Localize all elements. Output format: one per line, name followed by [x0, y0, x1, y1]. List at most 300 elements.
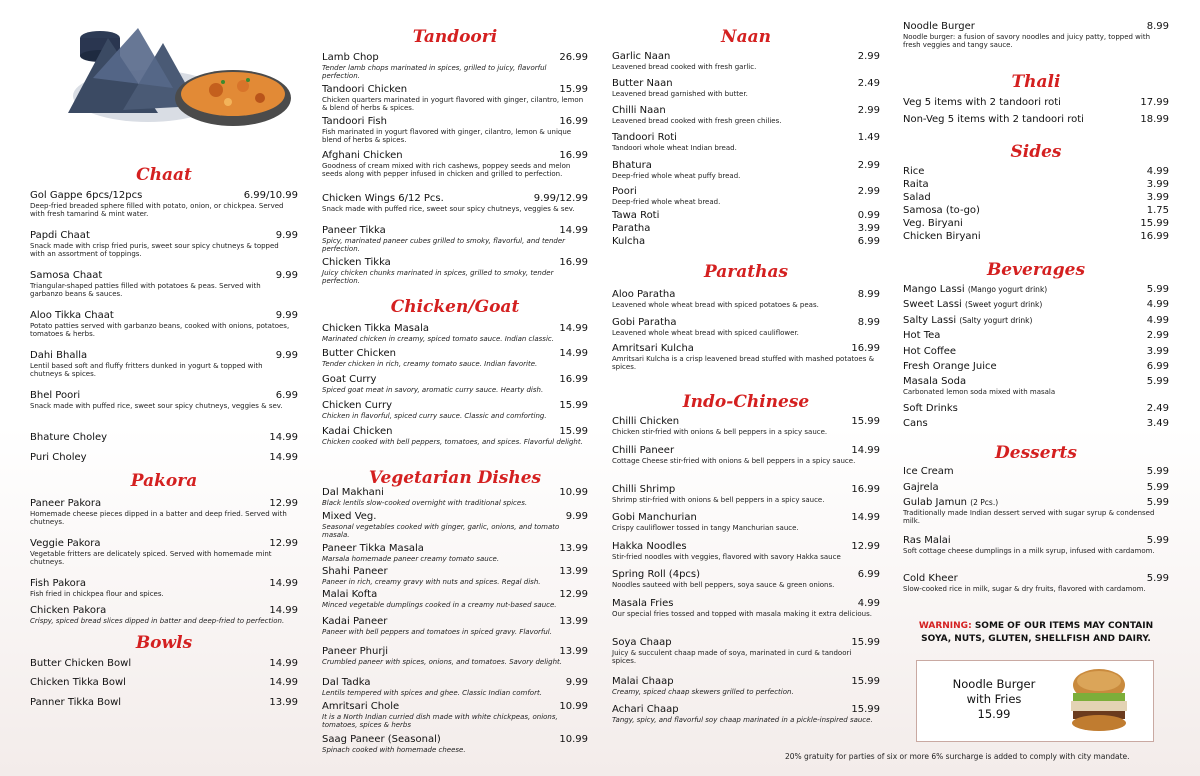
- menu-item-name-text: Aloo Paratha: [612, 289, 676, 300]
- menu-item-name: [322, 150, 403, 162]
- menu-item-name-text: Mango Lassi: [903, 284, 965, 295]
- menu-item-price: 15.99: [559, 400, 588, 411]
- menu-item-description: Shrimp stir-fried with onions & bell peppers in a spicy sauce.: [612, 496, 825, 504]
- menu-item-description: Seasonal vegetables cooked with ginger, garlic, onions, and tomato masala.: [322, 523, 560, 540]
- menu-item-row: [612, 512, 880, 524]
- menu-item: [322, 589, 588, 609]
- menu-item: [322, 487, 588, 507]
- menu-item-description: Tender chicken in rich, creamy tomato sauce. Indian favorite.: [322, 360, 538, 368]
- menu-item-description: Paneer with bell peppers and tomatoes in spiced gravy. Flavorful.: [322, 628, 552, 636]
- menu-item-name-text: Amritsari Chole: [322, 701, 400, 712]
- menu-item-name: [903, 284, 1047, 296]
- menu-item-name: [612, 223, 650, 235]
- menu-item-name-text: Fresh Orange Juice: [903, 361, 997, 372]
- menu-item-row: [322, 323, 588, 335]
- menu-item-description: Spinach cooked with homemade cheese.: [322, 746, 466, 754]
- menu-item-row: [322, 374, 588, 386]
- menu-item-name: [30, 578, 86, 590]
- menu-item-name: [322, 543, 424, 555]
- menu-item-name: [322, 646, 388, 658]
- menu-item-price: 5.99: [1146, 466, 1169, 477]
- menu-item: [612, 186, 880, 206]
- menu-item-description: Paneer in rich, creamy gravy with nuts and spices. Regal dish.: [322, 578, 541, 586]
- menu-item-name-text: Non-Veg 5 items with 2 tandoori roti: [903, 114, 1084, 125]
- menu-item-description: Traditionally made Indian dessert served with sugar syrup & condensed milk.: [903, 509, 1155, 526]
- menu-item-name-text: Dal Tadka: [322, 677, 371, 688]
- menu-item: [612, 512, 880, 532]
- menu-item: [903, 573, 1169, 593]
- menu-item-row: [30, 190, 298, 202]
- menu-item-price: 3.99: [1146, 192, 1169, 203]
- section-heading-vegetarian-dishes: Vegetarian Dishes: [368, 468, 542, 488]
- menu-item: [322, 323, 588, 343]
- menu-item-price: 16.99: [559, 150, 588, 161]
- menu-item-name-text: Aloo Tikka Chaat: [30, 310, 114, 321]
- menu-item: [322, 257, 588, 286]
- menu-item-row: [612, 210, 880, 222]
- menu-item-price: 12.99: [269, 538, 298, 549]
- menu-item-description: Chicken in flavorful, spiced curry sauce. Classic and comforting.: [322, 412, 547, 420]
- menu-item-price: 12.99: [559, 589, 588, 600]
- menu-item-price: 4.99: [1146, 166, 1169, 177]
- warning-line-2: SOYA, NUTS, GLUTEN, SHELLFISH AND DAIRY.: [921, 634, 1151, 644]
- section-heading-bowls: Bowls: [135, 633, 193, 653]
- menu-item-row: [30, 270, 298, 282]
- section-heading-pakora: Pakora: [130, 471, 198, 491]
- menu-item-name: [30, 432, 107, 444]
- menu-item-row: [322, 677, 588, 689]
- menu-item-price: 13.99: [269, 697, 298, 708]
- menu-item-name-text: Soft Drinks: [903, 403, 958, 414]
- menu-item-name-text: Poori: [612, 186, 637, 197]
- section-heading-beverages: Beverages: [986, 260, 1086, 280]
- menu-item: [903, 418, 1169, 430]
- menu-item-name-text: Hot Tea: [903, 330, 941, 341]
- menu-item-price: 15.99: [851, 637, 880, 648]
- menu-item: [903, 403, 1169, 415]
- menu-item-price: 9.99: [275, 310, 298, 321]
- menu-item: [322, 646, 588, 666]
- menu-item-name: [612, 186, 637, 198]
- section-heading-thali: Thali: [1011, 72, 1061, 92]
- menu-item-row: [612, 343, 880, 355]
- menu-item-name-text: Paneer Phurji: [322, 646, 389, 657]
- menu-item-description: Goodness of cream mixed with rich cashews, poppey seeds and melon seeds along with pepper infused in chicken and grilled to perfection.: [322, 162, 571, 179]
- menu-item: [903, 330, 1169, 342]
- menu-item: [903, 21, 1169, 50]
- menu-item-name-text: Gajrela: [903, 482, 939, 493]
- menu-item-name: [612, 569, 700, 581]
- menu-item-price: 5.99: [1146, 482, 1169, 493]
- menu-item: [612, 637, 880, 666]
- menu-item-price: 0.99: [857, 210, 880, 221]
- menu-item-name: [30, 230, 90, 242]
- menu-item-row: [903, 573, 1169, 585]
- menu-item-name: [30, 697, 121, 709]
- menu-item-name-text: Bhature Choley: [30, 432, 108, 443]
- menu-item-name-text: Fish Pakora: [30, 578, 87, 589]
- menu-item: [903, 482, 1169, 494]
- menu-item: [903, 315, 1169, 327]
- menu-item-price: 15.99: [559, 84, 588, 95]
- menu-item-name: [30, 658, 131, 670]
- menu-item-name: [612, 236, 645, 248]
- menu-item-row: [322, 543, 588, 555]
- menu-item-price: 9.99: [275, 270, 298, 281]
- menu-item-price: 5.99: [1146, 497, 1169, 508]
- menu-item-description: Fish marinated in yogurt flavored with ginger, cilantro, lemon & unique blend of herbs & spices.: [322, 128, 572, 145]
- menu-item-row: [612, 704, 880, 716]
- menu-item-name-text: Masala Soda: [903, 376, 967, 387]
- menu-item: [903, 346, 1169, 358]
- menu-item-name-text: Chicken Wings 6/12 Pcs.: [322, 193, 444, 204]
- menu-item-name: [612, 317, 677, 329]
- menu-item-price: 13.99: [559, 646, 588, 657]
- menu-item-description: Leavened bread garnished with butter.: [612, 90, 748, 98]
- section-heading-naan: Naan: [721, 27, 771, 47]
- menu-item-name-text: Tandoori Roti: [612, 132, 677, 143]
- menu-item-name-text: Chicken Tikka: [322, 257, 391, 268]
- menu-item-description: Leavened whole wheat bread with spiced cauliflower.: [612, 329, 799, 337]
- menu-item-description: Crispy, spiced bread slices dipped in batter and deep-fried to perfection.: [30, 617, 285, 625]
- menu-item-name-text: Kulcha: [612, 236, 646, 247]
- menu-column-3: [612, 0, 880, 776]
- menu-item-name-text: Butter Chicken Bowl: [30, 658, 132, 669]
- menu-item: [30, 432, 298, 444]
- menu-item-description: Amritsari Kulcha is a crisp leavened bread stuffed with mashed potatoes & spices.: [612, 355, 875, 372]
- menu-item-name: [612, 289, 675, 301]
- menu-item-name: [322, 400, 392, 412]
- menu-item-name: [322, 116, 387, 128]
- menu-item-price: 9.99: [565, 511, 588, 522]
- menu-item: [612, 704, 880, 724]
- menu-item-row: [612, 223, 880, 235]
- menu-item-description: Noodle burger: a fusion of savory noodles and juicy patty, topped with fresh veggies and tangy sauce.: [903, 33, 1151, 50]
- menu-item-description: Snack made with crisp fried puris, sweet sour spicy chutneys & topped with an assortment of toppings.: [30, 242, 279, 259]
- menu-item-description: Crispy cauliflower tossed in tangy Manchurian sauce.: [612, 524, 799, 532]
- menu-item-price: 2.49: [857, 78, 880, 89]
- menu-item: [322, 511, 588, 540]
- menu-item: [30, 190, 298, 219]
- menu-item-name: [612, 637, 672, 649]
- menu-item-row: [30, 230, 298, 242]
- menu-item-price: 16.99: [559, 257, 588, 268]
- menu-item-name: [903, 299, 1042, 311]
- menu-item-name-text: Chicken Curry: [322, 400, 392, 411]
- menu-item-price: 14.99: [269, 432, 298, 443]
- menu-item-price: 2.99: [1146, 330, 1169, 341]
- menu-item: [903, 114, 1169, 126]
- menu-item-row: [903, 166, 1169, 178]
- menu-item-name-text: Dahi Bhalla: [30, 350, 88, 361]
- menu-item-note: (2 Pcs.): [970, 498, 999, 507]
- menu-item-name-text: Samosa (to-go): [903, 205, 980, 216]
- menu-item: [903, 535, 1169, 555]
- menu-item-name-text: Raita: [903, 179, 929, 190]
- menu-item-price: 14.99: [269, 578, 298, 589]
- menu-item-row: [903, 284, 1169, 296]
- menu-item-row: [30, 658, 298, 670]
- menu-item-name: [612, 51, 670, 63]
- menu-item-price: 10.99: [559, 734, 588, 745]
- menu-item-description: Chicken stir-fried with onions & bell peppers in a spicy sauce.: [612, 428, 828, 436]
- menu-item-row: [612, 51, 880, 63]
- menu-item-price: 14.99: [851, 512, 880, 523]
- menu-item: [30, 390, 298, 410]
- menu-item: [612, 160, 880, 180]
- menu-item-price: 14.99: [269, 605, 298, 616]
- menu-item-price: 14.99: [559, 225, 588, 236]
- menu-item-name-text: Tawa Roti: [612, 210, 660, 221]
- menu-item-price: 6.99/10.99: [243, 190, 298, 201]
- menu-item-description: Spicy, marinated paneer cubes grilled to smoky, flavorful, and tender perfection.: [322, 237, 566, 254]
- menu-item-name-text: Puri Choley: [30, 452, 87, 463]
- menu-item-price: 14.99: [559, 323, 588, 334]
- menu-item-description: It is a North Indian curried dish made with white chickpeas, onions, tomatoes, spices & herbs: [322, 713, 558, 730]
- menu-item-name: [322, 257, 391, 269]
- menu-item-row: [612, 317, 880, 329]
- menu-item-name-text: Veg. Biryani: [903, 218, 963, 229]
- menu-item: [903, 299, 1169, 311]
- menu-item-name-text: Shahi Paneer: [322, 566, 388, 577]
- menu-item-description: Cottage Cheese stir-fried with onions & bell peppers in a spicy sauce.: [612, 457, 856, 465]
- menu-item-row: [30, 578, 298, 590]
- menu-item-description: Chicken cooked with bell peppers, tomatoes, and spices. Flavorful delight.: [322, 438, 583, 446]
- menu-item: [612, 416, 880, 436]
- menu-item-price: 16.99: [1140, 231, 1169, 242]
- menu-item: [322, 543, 588, 563]
- menu-item-row: [903, 218, 1169, 230]
- menu-item-name-text: Panner Tikka Bowl: [30, 697, 122, 708]
- menu-item-name-text: Soya Chaap: [612, 637, 672, 648]
- menu-item-name-text: Chicken Pakora: [30, 605, 107, 616]
- menu-item: [612, 105, 880, 125]
- menu-item-name: [612, 541, 687, 553]
- menu-item: [322, 116, 588, 145]
- menu-item-row: [30, 538, 298, 550]
- menu-item: [30, 230, 298, 259]
- menu-item-description: Deep-fried whole wheat puffy bread.: [612, 172, 741, 180]
- menu-item-row: [612, 484, 880, 496]
- menu-item-name: [903, 418, 928, 430]
- allergy-warning: [903, 620, 1169, 646]
- menu-item-description: Deep-fried whole wheat bread.: [612, 198, 721, 206]
- menu-item-price: 15.99: [1140, 218, 1169, 229]
- menu-item: [30, 578, 298, 598]
- menu-item-name: [322, 225, 386, 237]
- menu-item-name-text: Kadai Paneer: [322, 616, 388, 627]
- menu-item: [612, 289, 880, 309]
- menu-item-row: [903, 497, 1169, 509]
- menu-item-name-text: Rice: [903, 166, 925, 177]
- menu-item-name: [612, 445, 674, 457]
- menu-item-name-text: Paratha: [612, 223, 651, 234]
- menu-item-name: [903, 573, 958, 585]
- menu-item-name: [903, 205, 980, 217]
- menu-item-name: [30, 452, 87, 464]
- menu-item-price: 3.99: [1146, 346, 1169, 357]
- menu-item-name: [612, 210, 659, 222]
- menu-item-price: 26.99: [559, 52, 588, 63]
- menu-item-name: [903, 376, 966, 388]
- menu-item-price: 14.99: [559, 348, 588, 359]
- menu-item: [903, 231, 1169, 243]
- menu-item-description: Deep-fried breaded sphere filled with potato, onion, or chickpea. Served with fresh tamarind & mint water.: [30, 202, 284, 219]
- menu-item-name: [903, 114, 1084, 126]
- menu-item-name: [612, 343, 694, 355]
- menu-item-name: [30, 350, 87, 362]
- menu-item-name: [30, 390, 80, 402]
- menu-item-name: [322, 426, 392, 438]
- menu-item-row: [903, 535, 1169, 547]
- menu-item: [30, 270, 298, 299]
- menu-item-name: [322, 511, 376, 523]
- menu-item-description: Snack made with puffed rice, sweet sour spicy chutneys, veggies & sev.: [30, 402, 283, 410]
- menu-item: [30, 605, 298, 625]
- menu-item-row: [30, 452, 298, 464]
- menu-item-name-text: Bhel Poori: [30, 390, 81, 401]
- menu-item-row: [322, 193, 588, 205]
- menu-item-row: [322, 734, 588, 746]
- section-heading-chaat: Chaat: [136, 165, 192, 185]
- menu-item: [612, 78, 880, 98]
- promo-box: [916, 660, 1154, 742]
- menu-item: [903, 284, 1169, 296]
- menu-item: [612, 132, 880, 152]
- menu-item-name-text: Paneer Tikka: [322, 225, 386, 236]
- menu-item-price: 8.99: [857, 289, 880, 300]
- menu-item: [322, 566, 588, 586]
- menu-column-2: [322, 0, 588, 776]
- menu-item: [612, 210, 880, 222]
- menu-item: [903, 466, 1169, 478]
- menu-item-name: [30, 310, 114, 322]
- menu-item-name-text: Kadai Chicken: [322, 426, 393, 437]
- menu-item-description: Tandoori whole wheat Indian bread.: [612, 144, 737, 152]
- menu-item-description: Crumbled paneer with spices, onions, and tomatoes. Savory delight.: [322, 658, 562, 666]
- menu-item-price: 15.99: [851, 416, 880, 427]
- menu-item-price: 17.99: [1140, 97, 1169, 108]
- section-heading-parathas: Parathas: [703, 262, 789, 282]
- menu-item: [903, 218, 1169, 230]
- menu-item-description: Spiced goat meat in savory, aromatic curry sauce. Hearty dish.: [322, 386, 544, 394]
- menu-item-row: [612, 236, 880, 248]
- menu-item: [30, 498, 298, 527]
- menu-item-name-text: Tandoori Fish: [322, 116, 387, 127]
- menu-item-row: [612, 186, 880, 198]
- menu-item: [322, 374, 588, 394]
- menu-item-price: 2.49: [1146, 403, 1169, 414]
- menu-item-description: Potato patties served with garbanzo beans, cooked with onions, potatoes, tomatoes & herbs.: [30, 322, 290, 339]
- footer-note: 20% gratuity for parties of six or more 6% surcharge is added to comply with city mandate.: [785, 752, 1130, 761]
- menu-item: [30, 677, 298, 689]
- menu-item-row: [30, 498, 298, 510]
- menu-item: [612, 317, 880, 337]
- menu-item-name-text: Sweet Lassi: [903, 299, 962, 310]
- menu-item: [30, 697, 298, 709]
- menu-item-name: [322, 677, 370, 689]
- menu-item: [903, 497, 1169, 526]
- section-heading-sides: Sides: [1010, 142, 1062, 162]
- menu-item-price: 14.99: [851, 445, 880, 456]
- menu-item-name-text: Paneer Tikka Masala: [322, 543, 424, 554]
- menu-item-row: [612, 637, 880, 649]
- menu-item-row: [903, 179, 1169, 191]
- menu-item-description: Leavened bread cooked with fresh green chilies.: [612, 117, 782, 125]
- menu-item-name-text: Noodle Burger: [903, 21, 975, 32]
- menu-item-name-text: Chicken Biryani: [903, 231, 981, 242]
- menu-item-row: [322, 400, 588, 412]
- menu-item-name-text: Gobi Paratha: [612, 317, 677, 328]
- menu-item-name: [612, 704, 679, 716]
- menu-item-row: [612, 569, 880, 581]
- menu-item-name-text: Cans: [903, 418, 928, 429]
- menu-item-name-text: Ice Cream: [903, 466, 954, 477]
- menu-item-name-text: Hakka Noodles: [612, 541, 687, 552]
- menu-item-row: [30, 310, 298, 322]
- menu-item-name: [612, 78, 673, 90]
- menu-item-description: Soft cottage cheese dumplings in a milk syrup, infused with cardamom.: [903, 547, 1155, 555]
- menu-item-name: [30, 538, 101, 550]
- menu-item-price: 8.99: [857, 317, 880, 328]
- menu-item-name-text: Dal Makhani: [322, 487, 384, 498]
- menu-item-row: [322, 225, 588, 237]
- menu-item: [612, 223, 880, 235]
- menu-item-description: Triangular-shaped patties filled with potatoes & peas. Served with garbanzo beans & sauces.: [30, 282, 261, 299]
- menu-item: [322, 701, 588, 730]
- menu-item-row: [903, 403, 1169, 415]
- menu-item-name: [322, 193, 444, 205]
- menu-item: [322, 193, 588, 213]
- menu-item: [322, 426, 588, 446]
- menu-item-price: 4.99: [857, 598, 880, 609]
- menu-item-row: [30, 677, 298, 689]
- menu-item-name-text: Garlic Naan: [612, 51, 671, 62]
- menu-item-price: 9.99: [275, 350, 298, 361]
- menu-item-row: [322, 646, 588, 658]
- menu-item-price: 12.99: [851, 541, 880, 552]
- menu-item-name-text: Chicken Tikka Masala: [322, 323, 429, 334]
- menu-item-description: Stir-fried noodles with veggies, flavored with savory Hakka sauce: [612, 553, 841, 561]
- menu-item-row: [322, 589, 588, 601]
- menu-item: [612, 51, 880, 71]
- menu-item-name: [903, 346, 956, 358]
- menu-item-name: [903, 466, 954, 478]
- menu-item-price: 10.99: [559, 701, 588, 712]
- menu-item: [612, 676, 880, 696]
- menu-item-description: Noodles sauteed with bell peppers, soya sauce & green onions.: [612, 581, 835, 589]
- menu-item-name: [612, 512, 697, 524]
- menu-item-price: 10.99: [559, 487, 588, 498]
- menu-item-name-text: Gobi Manchurian: [612, 512, 697, 523]
- menu-item-description: Leavened whole wheat bread with spiced potatoes & peas.: [612, 301, 819, 309]
- menu-item-row: [322, 52, 588, 64]
- menu-item-price: 3.99: [857, 223, 880, 234]
- menu-item-name-text: Masala Fries: [612, 598, 674, 609]
- menu-item-row: [30, 390, 298, 402]
- menu-column-1: [30, 0, 298, 776]
- menu-item-price: 2.99: [857, 160, 880, 171]
- menu-item-name: [322, 616, 387, 628]
- menu-item-description: Juicy chicken chunks marinated in spices, grilled to smoky, tender perfection.: [322, 269, 554, 286]
- menu-item-description: Marinated chicken in creamy, spiced tomato sauce. Indian classic.: [322, 335, 554, 343]
- menu-item-row: [903, 315, 1169, 327]
- menu-item-price: 5.99: [1146, 376, 1169, 387]
- menu-item-row: [903, 466, 1169, 478]
- menu-item: [322, 150, 588, 179]
- menu-item-note: (Mango yogurt drink): [967, 285, 1048, 294]
- menu-item-description: Chicken quarters marinated in yogurt flavored with ginger, cilantro, lemon & blend of herbs & spices.: [322, 96, 584, 113]
